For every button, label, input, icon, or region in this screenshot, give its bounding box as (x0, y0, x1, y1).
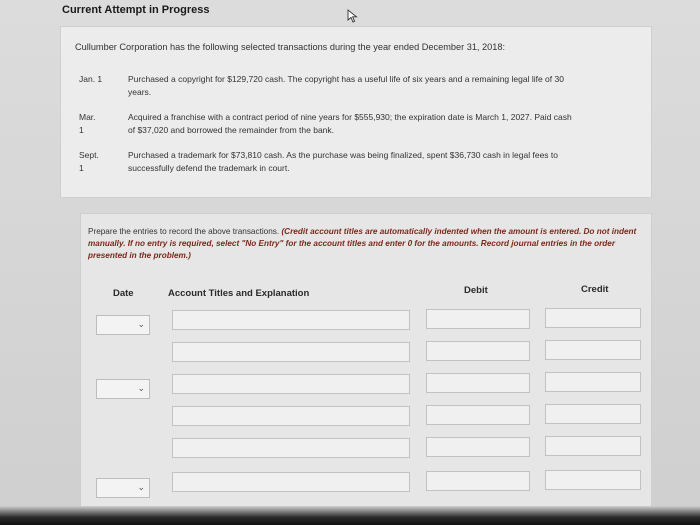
credit-input[interactable] (545, 470, 641, 490)
account-title-input[interactable] (172, 374, 410, 394)
debit-input[interactable] (426, 373, 530, 393)
debit-input[interactable] (426, 341, 530, 361)
debit-input[interactable] (426, 309, 530, 329)
top-bar (0, 0, 700, 24)
journal-instructions: Prepare the entries to record the above transactions. (Credit account titles are automatically indented when the amount is entered. Do not indent manually. If no entry is required, select "No Entry" for the account titles and enter 0 for the amounts. Record journal entries in the order presented in the problem.) (88, 227, 637, 260)
account-title-input[interactable] (172, 472, 410, 492)
transaction-text: Acquired a franchise with a contract period of nine years for $555,930; the expiration date is March 1, 2027. Paid cash of $37,020 and borrowed the remainder from the bank. (128, 112, 572, 135)
attempt-status-title: Current Attempt in Progress (62, 4, 210, 16)
screen-bottom-edge (0, 506, 700, 525)
column-header-date: Date (113, 288, 134, 299)
column-header-account: Account Titles and Explanation (168, 288, 310, 299)
credit-input[interactable] (545, 308, 641, 328)
chevron-down-icon: ⌄ (137, 482, 145, 492)
mouse-pointer-icon (346, 9, 360, 23)
account-title-input[interactable] (172, 406, 410, 426)
transaction-date: Sept. 1 (79, 150, 99, 173)
problem-card (60, 26, 652, 198)
column-header-credit: Credit (581, 284, 609, 295)
date-select[interactable] (96, 379, 150, 399)
transaction-date: Mar. 1 (79, 112, 96, 135)
chevron-down-icon: ⌄ (137, 383, 145, 393)
column-header-debit: Debit (464, 285, 488, 296)
transaction-text: Purchased a trademark for $73,810 cash. As the purchase was being finalized, spent $36,730 cash in legal fees to successfully defend the trademark in court. (128, 150, 558, 173)
journal-entry-card (80, 213, 652, 515)
account-title-input[interactable] (172, 438, 410, 458)
credit-input[interactable] (545, 372, 641, 392)
date-select[interactable] (96, 478, 150, 498)
transaction-text: Purchased a copyright for $129,720 cash. The copyright has a useful life of six years and a remaining legal life of 30 years. (128, 74, 564, 97)
account-title-input[interactable] (172, 310, 410, 330)
credit-input[interactable] (545, 404, 641, 424)
credit-input[interactable] (545, 436, 641, 456)
problem-intro: Cullumber Corporation has the following selected transactions during the year ended December 31, 2018: (75, 42, 506, 52)
debit-input[interactable] (426, 471, 530, 491)
date-select[interactable] (96, 315, 150, 335)
debit-input[interactable] (426, 405, 530, 425)
credit-input[interactable] (545, 340, 641, 360)
chevron-down-icon: ⌄ (137, 319, 145, 329)
transaction-date: Jan. 1 (79, 74, 103, 84)
debit-input[interactable] (426, 437, 530, 457)
account-title-input[interactable] (172, 342, 410, 362)
